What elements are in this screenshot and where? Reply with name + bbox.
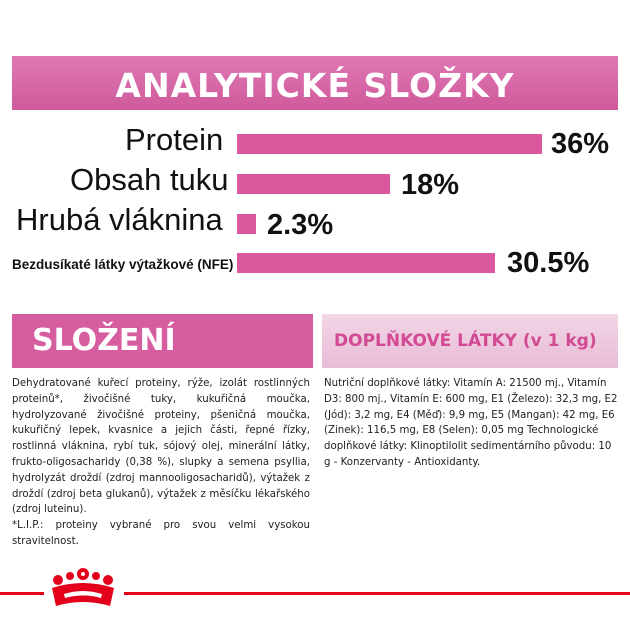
- additives-body: [324, 376, 618, 471]
- analytics-label-protein: Protein: [125, 122, 224, 157]
- analytics-bar-fiber: [237, 214, 256, 234]
- additives-header: [322, 314, 618, 368]
- analytics-value-fat: 18%: [401, 169, 460, 201]
- composition-text: Dehydratované kuřecí proteiny, rýže, izolát rostlinných proteinů*, živočišné tuky, kukuřičná moučka, hydrolyzované živočišné proteiny, pšeničná moučka, kukuřičný lepek, kvasnice a jejich části, řepné řízky, rostlinná vláknina, rybí tuk, sójový olej, minerální látky, frukto-oligosacharidy (0,38 %), slupky a semena psyllia, hydrolyzát droždí (zdroj mannooligosacharidů), výtažek z droždí (zdroj beta glukanů), výtažek z měsíčku lékařského (zdroj luteinu).: [12, 378, 310, 516]
- analytics-bar-nfe: [237, 253, 495, 273]
- analytics-title: ANALYTICKÉ SLOŽKY: [115, 66, 515, 105]
- analytics-banner: [12, 56, 618, 110]
- analytics-value-protein: 36%: [551, 128, 610, 160]
- analytics-value-nfe: 30.5%: [507, 247, 590, 279]
- analytics-bar-fat: [237, 174, 390, 194]
- composition-header: [12, 314, 313, 368]
- additives-text: Nutriční doplňkové látky: Vitamín A: 21500 mj., Vitamín D3: 800 mj., Vitamín E: 600 mg, E1 (Železo): 32,3 mg, E2 (Jód): 3,2 mg, E4 (Měď): 9,9 mg, E5 (Mangan): 42 mg, E6 (Zinek): 116,5 mg, E8 (Selen): 0,05 mg Technologické doplňkové látky: Klinoptilolit sedimentárního původu: 10 g - Konzervanty - Antioxidanty.: [324, 378, 618, 468]
- analytics-label-fiber: Hrubá vláknina: [16, 202, 223, 237]
- additives-title: DOPLŇKOVÉ LÁTKY (v 1 kg): [334, 331, 597, 351]
- crown-logo-icon: [44, 566, 122, 614]
- composition-note: *L.I.P.: proteiny vybrané pro svou velmi vysokou stravitelnost.: [12, 520, 310, 547]
- analytics-bar-protein: [237, 134, 542, 154]
- analytics-label-fat: Obsah tuku: [70, 162, 229, 197]
- analytics-label-nfe: Bezdusíkaté látky výtažkové (NFE): [12, 257, 234, 272]
- analytics-value-fiber: 2.3%: [267, 209, 334, 241]
- composition-title: SLOŽENÍ: [32, 323, 176, 358]
- composition-body: [12, 376, 310, 550]
